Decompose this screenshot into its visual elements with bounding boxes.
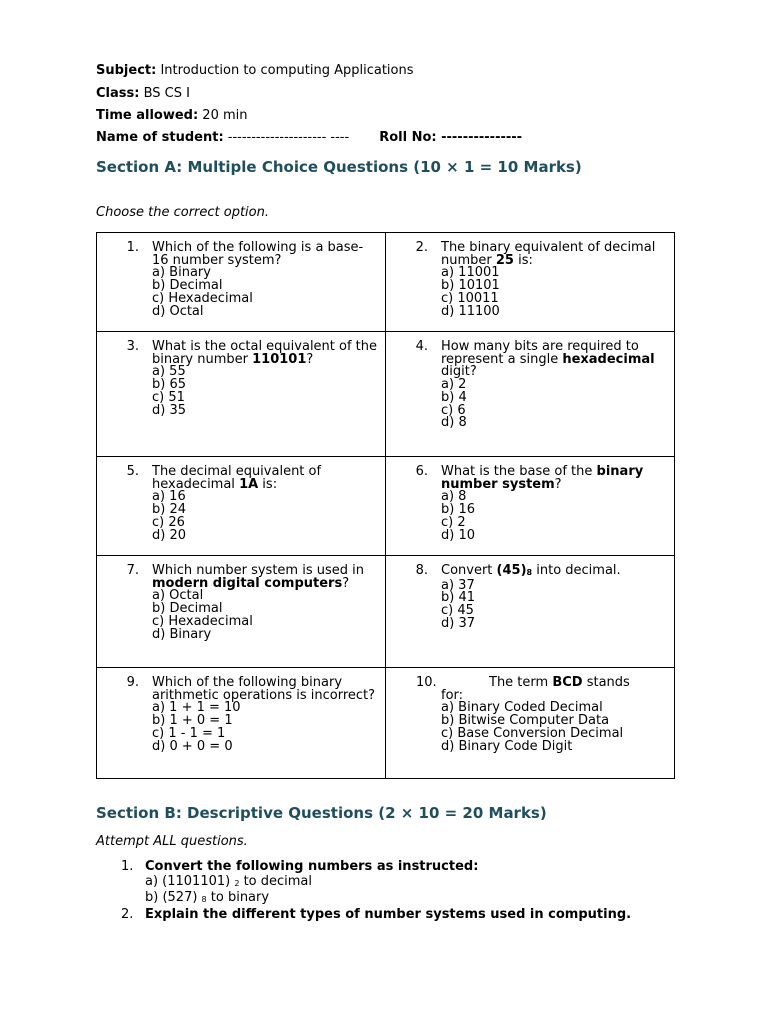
mcq-cell-3 — [97, 332, 386, 457]
option: c) 10011 — [441, 290, 499, 306]
mcq-cell-7 — [97, 556, 386, 668]
question-number: 1. — [126, 240, 139, 255]
name-value: --------------------- ---- — [223, 130, 350, 145]
question-number: 7. — [126, 563, 139, 578]
question-stem: Which of the following binary arithmetic operations is incorrect? — [152, 675, 376, 703]
name-roll-line — [96, 130, 522, 146]
option: c) 6 — [441, 402, 466, 418]
class-value: BS CS I — [139, 86, 190, 101]
option: d) Binary — [152, 626, 212, 642]
option: d) 0 + 0 = 0 — [152, 738, 233, 754]
option: d) 20 — [152, 527, 186, 543]
question-number: 10. — [416, 675, 437, 690]
option: c) 2 — [441, 514, 466, 530]
question-number: 1. — [121, 859, 134, 874]
question-number: 5. — [126, 464, 139, 479]
option: a) 11001 — [441, 265, 500, 281]
option: b) Decimal — [152, 278, 223, 294]
mcq-cell-2 — [386, 233, 675, 332]
question-stem: Convert (45)8 into decimal. — [441, 563, 621, 578]
roll-value: --------------- — [436, 130, 523, 145]
mcq-row — [97, 332, 675, 457]
sub-question-a: a) (1101101) 2 to decimal — [145, 873, 313, 889]
mcq-cell-9 — [97, 668, 386, 779]
option: a) 1 + 1 = 10 — [152, 700, 241, 716]
option: a) 2 — [441, 377, 467, 393]
question-number: 6. — [415, 464, 428, 479]
mcq-cell-5 — [97, 457, 386, 556]
class-label: Class: — [96, 86, 140, 101]
option: a) 16 — [152, 489, 186, 505]
question-stem: The term BCD stands — [489, 675, 630, 690]
option: d) Binary Code Digit — [441, 738, 573, 754]
question-stem-line2: for: — [441, 687, 464, 703]
section-a-title: Section A: Multiple Choice Questions (10 × 1 = 10 Marks) — [96, 158, 582, 176]
mcq-cell-8 — [386, 556, 675, 668]
section-a-instruction: Choose the correct option. — [96, 205, 269, 220]
descriptive-questions — [121, 860, 681, 922]
question-title: Convert the following numbers as instructed: — [145, 859, 479, 874]
option: d) Octal — [152, 303, 204, 319]
mcq-row — [97, 457, 675, 556]
time-line — [96, 108, 248, 124]
question-title: Explain the different types of number systems used in computing. — [145, 906, 632, 922]
mcq-row — [97, 556, 675, 668]
roll-label: Roll No: — [379, 130, 437, 145]
option: c) 1 - 1 = 1 — [152, 725, 226, 741]
question-stem: How many bits are required to represent a single hexadecimal digit? — [441, 339, 655, 380]
option: b) 10101 — [441, 278, 500, 294]
option: c) Hexadecimal — [152, 290, 253, 306]
mcq-cell-1 — [97, 233, 386, 332]
sub-question-b: b) (527) 8 to binary — [145, 890, 270, 905]
option: c) Base Conversion Decimal — [441, 725, 624, 741]
mcq-row — [97, 233, 675, 332]
question-stem: The decimal equivalent of hexadecimal 1A is: — [152, 464, 322, 492]
option: a) Octal — [152, 588, 204, 604]
option: b) 65 — [152, 377, 186, 393]
question-stem: Which number system is used in modern digital computers? — [152, 563, 364, 591]
option: a) Binary — [152, 265, 211, 281]
subject-line — [96, 63, 414, 79]
option: a) Binary Coded Decimal — [441, 700, 603, 716]
subject-value: Introduction to computing Applications — [156, 63, 414, 78]
time-value: 20 min — [198, 108, 248, 123]
option: b) 41 — [441, 590, 475, 606]
question-number: 9. — [126, 675, 139, 690]
option: b) 1 + 0 = 1 — [152, 713, 233, 729]
option: a) 55 — [152, 364, 186, 380]
mcq-cell-4 — [386, 332, 675, 457]
option: d) 11100 — [441, 303, 500, 319]
option: c) Hexadecimal — [152, 613, 253, 629]
option: d) 37 — [441, 615, 475, 631]
option: b) Decimal — [152, 601, 223, 617]
mcq-cell-6 — [386, 457, 675, 556]
descriptive-question-2 — [121, 908, 681, 923]
subject-label: Subject: — [96, 63, 157, 78]
option: a) 8 — [441, 489, 467, 505]
option: d) 8 — [441, 415, 467, 431]
option: b) Bitwise Computer Data — [441, 713, 610, 729]
option: c) 45 — [441, 603, 474, 619]
option: b) 16 — [441, 502, 475, 518]
question-number: 4. — [415, 339, 428, 354]
question-number: 3. — [126, 339, 139, 354]
option: a) 37 — [441, 577, 475, 593]
question-number: 2. — [415, 240, 428, 255]
question-stem: Which of the following is a base-16 number system? — [152, 240, 364, 268]
section-b-instruction: Attempt ALL questions. — [96, 834, 248, 849]
mcq-row — [97, 668, 675, 779]
question-stem: The binary equivalent of decimal number 25 is: — [441, 240, 656, 268]
question-number: 2. — [121, 906, 134, 922]
question-stem: What is the base of the binary number system? — [441, 464, 644, 492]
option: d) 35 — [152, 402, 186, 418]
option: d) 10 — [441, 527, 475, 543]
class-line — [96, 86, 190, 102]
descriptive-question-1 — [121, 860, 681, 908]
option: b) 24 — [152, 502, 186, 518]
name-label: Name of student: — [96, 130, 224, 145]
option: b) 4 — [441, 389, 467, 405]
option: c) 26 — [152, 514, 185, 530]
mcq-table — [96, 232, 675, 779]
mcq-cell-10 — [386, 668, 675, 779]
time-label: Time allowed: — [96, 108, 199, 123]
section-b-title: Section B: Descriptive Questions (2 × 10 = 20 Marks) — [96, 804, 547, 822]
question-stem: What is the octal equivalent of the binary number 110101? — [152, 339, 378, 367]
option: c) 51 — [152, 389, 185, 405]
question-number: 8. — [415, 563, 428, 578]
